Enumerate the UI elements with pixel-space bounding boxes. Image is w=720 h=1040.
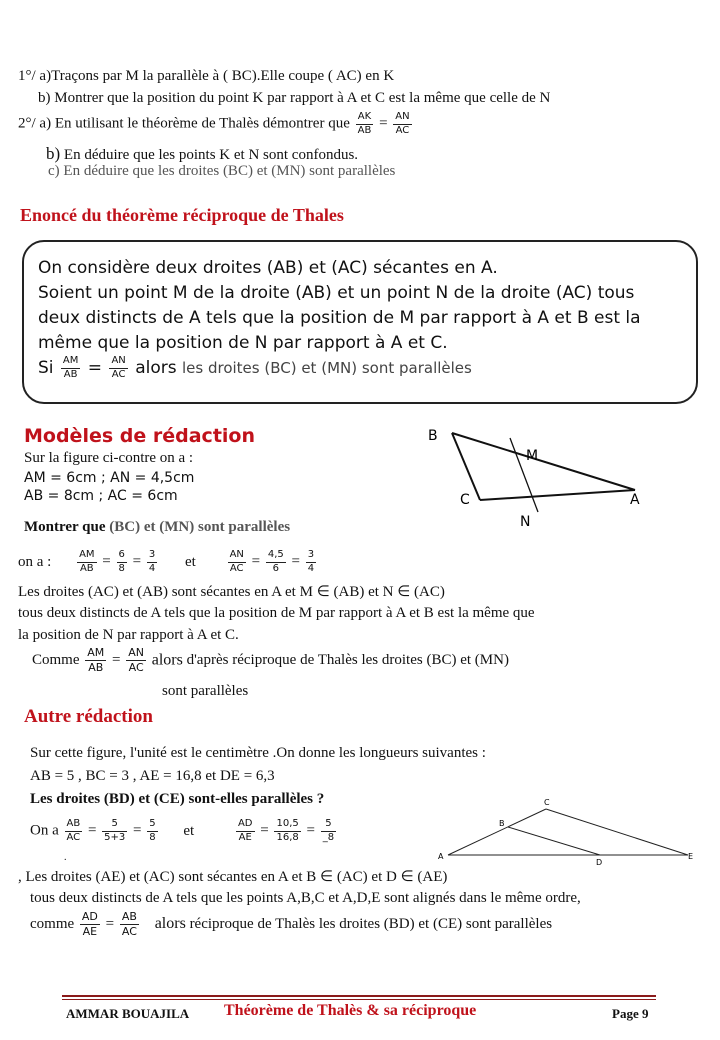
segment-ba [452,433,635,490]
other-et: et [183,822,195,839]
theorem-line-1: On considère deux droites (AB) et (AC) sécantes en A. [38,258,498,278]
theorem-si: Si [38,358,54,378]
fraction-numerator: AN [109,355,127,369]
fraction-numerator: AD [236,818,255,832]
other-alors: alors [154,915,186,933]
triangle-figure-2 [432,795,700,867]
fraction [77,549,96,575]
fraction-numerator: 5 [321,818,336,832]
fraction-numerator: AN [128,646,144,659]
fraction-numerator: AM [87,646,105,659]
label-c: C [460,492,470,508]
models-conclusion-1: d'après réciproque de Thalès les droites (BC) et (MN) [186,651,509,668]
fraction [65,818,83,844]
theorem-line-2: Soient un point M de la droite (AB) et un point N de la droite (AC) tous [38,283,635,303]
models-data-1: AM = 6cm ; AN = 4,5cm [24,470,195,486]
segment-bd [508,827,600,855]
equals-sign: = [87,358,103,378]
equals-sign: = [102,553,111,570]
footer-subject: Théorème de Thalès & sa réciproque [224,1002,477,1019]
exercise-2b-label: b) [46,144,61,163]
models-question [24,519,290,536]
fraction-numerator: 3 [306,549,316,563]
label-m: M [526,448,539,464]
exercise-2b-text: En déduire que les points K et N sont confondus. [63,147,359,163]
label-a: A [438,852,444,861]
footer-rule-bottom [62,999,656,1000]
theorem-alors: alors [135,358,177,378]
other-intro: Sur cette figure, l'unité est le centimètre .On donne les longueurs suivantes : [30,745,486,761]
fraction-denominator: AB [357,124,372,136]
label-c: C [544,798,550,807]
equals-sign: = [379,115,388,132]
fraction-an-ac [393,111,411,137]
models-question-gray: (BC) et (MN) sont parallèles [109,519,291,535]
segment-ca [480,490,635,500]
theorem-line-5 [38,355,472,381]
theorem-line-3: deux distincts de A tels que la position de M par rapport à A et B est la [38,308,641,328]
equals-sign: = [306,822,315,839]
exercise-1a: 1°/ a)Traçons par M la parallèle à ( BC).Elle coupe ( AC) en K [18,68,395,84]
segment-bc [452,433,480,500]
models-data-2: AB = 8cm ; AC = 6cm [24,488,178,504]
other-calc-line [30,818,338,844]
fraction-numerator: AB [65,818,83,832]
fraction-denominator: 16,8 [276,831,299,843]
exercise-2a-text: 2°/ a) En utilisant le théorème de Thalès démontrer que [18,115,350,132]
other-on-a: On a [30,822,59,839]
fraction [147,818,157,844]
other-conclusion [30,910,552,939]
models-alors: alors [151,651,183,669]
fraction-numerator: 3 [147,549,157,563]
exercise-2b [46,144,358,164]
label-e: E [688,852,694,861]
equals-sign: = [132,553,142,570]
models-comme: Comme [32,651,80,668]
footer-rule-top [62,995,656,997]
fraction-ab-ac [120,910,139,939]
fraction-denominator: AB [79,562,94,574]
fraction-numerator: 5 [102,818,127,832]
equals-sign: = [105,915,115,932]
fraction-numerator: AK [356,111,374,125]
models-secantes: Les droites (AC) et (AB) sont sécantes en A et M ∈ (AB) et N ∈ (AC) [18,584,445,600]
fraction-am-ab [85,646,106,675]
models-on-a: on a : [18,553,52,570]
fraction-denominator: AC [111,368,126,380]
fraction [321,818,336,844]
fraction [266,549,286,575]
models-positions-2: la position de N par rapport à A et C. [18,627,239,643]
triangle-figure-1 [420,420,660,535]
models-calc-line [18,549,318,575]
equals-sign: = [133,822,142,839]
fraction-numerator: 4,5 [266,549,286,563]
other-conclusion-text: réciproque de Thalès les droites (BD) et (CE) sont parallèles [189,915,553,932]
exercise-2c: c) En déduire que les droites (BC) et (MN) sont parallèles [48,163,396,179]
fraction [117,549,127,575]
fraction [228,549,246,575]
theorem-title: Enoncé du théorème réciproque de Thales [20,205,344,225]
models-intro: Sur la figure ci-contre on a : [24,450,194,466]
fraction [236,818,255,844]
fraction-am-ab [61,355,80,381]
other-title: Autre rédaction [24,706,153,727]
fraction-denominator: AE [82,924,98,938]
fraction-denominator: AC [229,562,244,574]
other-comme: comme [30,915,75,932]
exercise-2a [18,111,414,137]
fraction-denominator: AB [63,368,78,380]
other-data: AB = 5 , BC = 3 , AE = 16,8 et DE = 6,3 [30,768,275,784]
fraction-denominator: AC [395,124,410,136]
fraction-ak-ab [356,111,374,137]
fraction-denominator: _8 [322,831,335,843]
other-aligned: tous deux distincts de A tels que les points A,B,C et A,D,E sont alignés dans le même ordre, [30,890,581,906]
fraction [102,818,127,844]
models-question-bold: Montrer que [24,519,106,535]
models-et: et [184,553,196,570]
footer-page: Page 9 [612,1006,649,1021]
label-b: B [428,428,438,444]
fraction-numerator: AM [61,355,80,369]
models-positions-1: tous deux distincts de A tels que la position de M par rapport à A et B est la même que [18,605,535,621]
fraction-numerator: AN [393,111,411,125]
fraction-denominator: 8 [118,562,125,574]
fraction-denominator: 5+3 [104,831,126,843]
fraction-numerator: 6 [117,549,127,563]
fraction-denominator: AC [128,660,144,674]
models-title: Modèles de rédaction [24,425,255,447]
fraction-an-ac [126,646,146,675]
label-n: N [520,514,531,530]
theorem-line-4: même que la position de N par rapport à A et C. [38,333,448,353]
label-b: B [499,819,505,828]
fraction-numerator: 5 [147,818,157,832]
fraction-denominator: 6 [272,562,279,574]
fraction-denominator: AB [88,660,104,674]
fraction-denominator: AC [66,831,81,843]
label-a: A [630,492,640,508]
fraction-numerator: AM [77,549,96,563]
fraction-numerator: AD [81,910,98,923]
stray-dot: . [64,852,67,863]
equals-sign: = [260,822,269,839]
fraction-denominator: AE [238,831,252,843]
segment-ce [546,809,688,855]
segment-ac [448,809,546,855]
fraction [274,818,300,844]
equals-sign: = [112,651,121,668]
footer-author: AMMAR BOUAJILA [66,1006,190,1021]
other-question: Les droites (BD) et (CE) sont-elles parallèles ? [30,791,325,807]
fraction-numerator: 10,5 [274,818,300,832]
fraction-denominator: 4 [148,562,156,574]
fraction-numerator: AN [228,549,246,563]
fraction-denominator: AC [121,924,137,938]
equals-sign: = [87,822,97,839]
models-conclusion [32,646,509,675]
models-conclusion-2: sont parallèles [162,683,249,699]
equals-sign: = [251,553,261,570]
other-secantes: , Les droites (AE) et (AC) sont sécantes en A et B ∈ (AC) et D ∈ (AE) [18,869,448,885]
fraction [306,549,316,575]
equals-sign: = [291,553,300,570]
fraction-an-ac [109,355,127,381]
theorem-conclusion: les droites (BC) et (MN) sont parallèles [181,359,472,377]
fraction [147,549,157,575]
fraction-numerator: AB [121,910,137,923]
label-d: D [596,858,603,867]
fraction-denominator: 8 [149,831,156,843]
exercise-1b: b) Montrer que la position du point K par rapport à A et C est la même que celle de N [38,90,551,106]
fraction-ad-ae [80,910,100,939]
fraction-denominator: 4 [307,562,315,574]
